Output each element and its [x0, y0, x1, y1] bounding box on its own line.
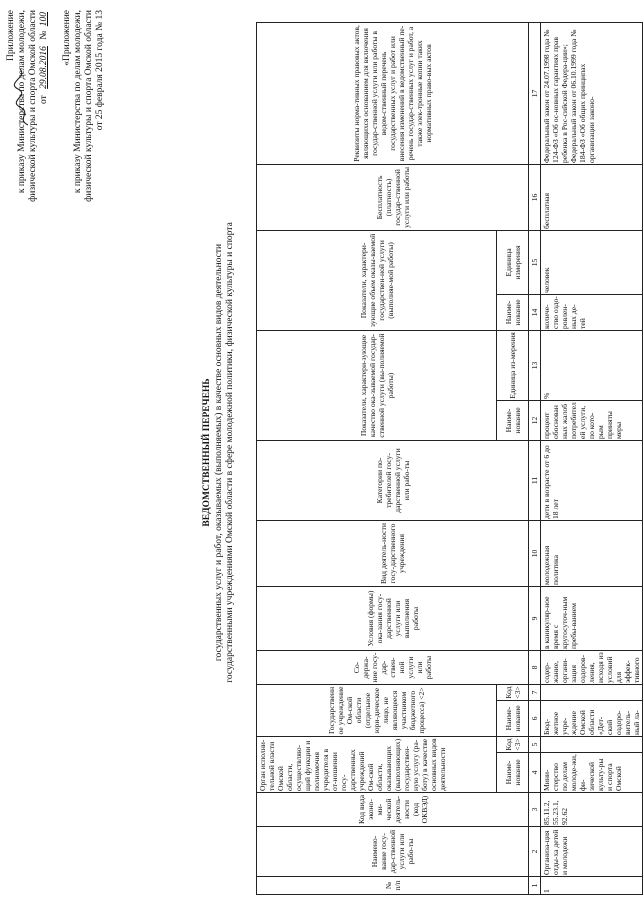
header2-label: «Приложение [62, 10, 72, 66]
col-number: 13 [529, 330, 541, 400]
header2-ministry-line: физической культуры и спорта Омской области [84, 10, 94, 202]
cell-quality-unit: % [541, 330, 643, 400]
cell-free: бесплатная [541, 164, 643, 230]
subheader-quality-name: Наиме-нование [497, 401, 529, 441]
col-header-number: № п/п [257, 877, 529, 895]
header-date-prefix: от [39, 95, 49, 104]
col-header-okved: Код вида эконо-ми-ческой деятель-ности (код ОКВЭД) [257, 793, 529, 827]
services-register-table [256, 22, 643, 895]
header-order-line: к приказу Министерства по делам молодежи, [17, 10, 27, 194]
header-primary [6, 10, 50, 345]
cell-inst-name: Бюд-жетное учре-ждение Омской области «Дет-ский оздоро-витель-ный ла- [541, 701, 643, 737]
cell-activity: молодежная политика [541, 521, 643, 587]
subheader-organ-code: Код <3> [497, 737, 529, 753]
cell-quality-name: процент обоснованных жалоб потребителей услуги, по кото-рым приняты меры [541, 401, 643, 441]
col-header-institution: Государственное учреждение Ом-ской области (отдельное юри-дическое лицо, не являющееся участником бюджетного процесса) <2> [257, 685, 497, 737]
document-title: ВЕДОМСТВЕННЫЙ ПЕРЕЧЕНЬ [202, 378, 212, 527]
col-number: 17 [529, 22, 541, 164]
col-number: 11 [529, 441, 541, 521]
col-header-category: Категории по-требителей госу-дарственной услуги или рабо-ты [257, 441, 529, 521]
col-header-conditions: Условия (формы) ока-зания госу-дарственной услуги или выполнения работы [257, 587, 529, 651]
cell-service-name: Организа-ция отды-ха детей и молодежи [541, 827, 643, 877]
cell-volume-unit: человек [541, 230, 643, 294]
subheader-volume-unit: Единица измерения [497, 230, 529, 294]
header-date-line [39, 10, 50, 345]
header-number-sign: № [39, 30, 49, 40]
header-ministry-line: физической культуры и спорта Омской области [28, 10, 38, 202]
cell-okved: 85.11.2, 55.23.1, 92.62 [541, 793, 643, 827]
header-label: Приложение [6, 10, 16, 61]
cell-content: содер-жание, органи-зация оздоров-ления, исходя из условий для эффек-тивного [542, 652, 641, 683]
header2-order-line: к приказу Министерства по делам молодежи, [73, 10, 83, 194]
col-number: 9 [529, 587, 541, 651]
header-number-value: 100 [39, 12, 49, 27]
cell-category: дети в возрасте от 6 до 18 лет [541, 441, 643, 521]
cell-number: 1 [541, 877, 643, 895]
subheader-inst-code: Код <3> [497, 685, 529, 701]
col-header-service-name: Наимено-вание госу-дар-ственной услуги или рабо-ты [257, 827, 529, 877]
document-subtitle-1: государственных услуг и работ, оказываемых (выполняемых) в качестве основных видов деятельности [214, 243, 224, 662]
table-column-numbers-row [529, 22, 541, 894]
col-number: 8 [529, 651, 541, 685]
col-number: 4 [529, 753, 541, 793]
table-header-row [257, 22, 497, 894]
col-header-executive-body: Орган исполни-тельной власти Омской области, осуществляю-щий функции и полномочия учредителя в от-ношении госу-дарственных учреждений Ом-ской области, оказывающих (выполняющих) государствен-ную услугу (ра-боту) в качестве основных видов деятельности [257, 737, 497, 793]
subheader-quality-unit: Единица из-мерения [497, 330, 529, 400]
col-number: 3 [529, 793, 541, 827]
col-number: 6 [529, 701, 541, 737]
header-date-value: 29.08.2016 [39, 46, 49, 89]
subheader-inst-name: Наиме-нование [497, 701, 529, 737]
col-number: 1 [529, 877, 541, 895]
col-header-activity: Вид деятель-ности госу-дарственного учреждения [257, 521, 529, 587]
col-number: 7 [529, 685, 541, 701]
table-row [541, 22, 643, 894]
col-header-legal-acts: Реквизиты норма-тивных правовых актов, являющихся основанием для включения государ-ственной услуги или работы в ведом-ственный перечень государственных услуг и работ или внесения изменений в ведомственный пе-речень государ-ственных услуг и работ, а также элек-тронные копии таких нормативных право-вых актов [257, 22, 529, 164]
col-header-quality: Показатели, характери-зующие качество ока-зываемой государ-ственной услуги (вы-полняемой работы) [257, 330, 497, 440]
cell-volume-name: количе-ство оздо-ровлен-ных де-тей [541, 294, 643, 330]
header2-date-line: от 25 февраля 2015 года № 13 [95, 10, 105, 131]
cell-organ-name: Мини-стерство по делам молоде-жи, фи-зической культу-ры и спорта Омской [541, 753, 643, 793]
subheader-organ-name: Наиме-нование [497, 753, 529, 793]
col-number: 12 [529, 401, 541, 441]
cell-legal-acts: Федеральный закон от 24.07.1998 года № 124-ФЗ «Об ос-новных гарантиях прав ребенка в Рос-сийской Федера-ции»; Федеральный закон от 06.10.1999 года № 184-ФЗ «Об общих принципах организации законо- [541, 22, 643, 164]
col-number: 15 [529, 230, 541, 294]
col-number: 2 [529, 827, 541, 877]
document-subtitle-2: государственными учреждениями Омской области в сфере молодежной политики, физической культуры и спорта [225, 222, 235, 683]
col-number: 5 [529, 737, 541, 753]
cell-organ-code [541, 737, 643, 753]
header-secondary [62, 10, 106, 345]
col-number: 16 [529, 164, 541, 230]
col-header-content: Со-держа-ние госу-дар-ствен-ной услуги или работы [257, 651, 529, 685]
subheader-volume-name: Наиме-нование [497, 294, 529, 330]
cell-inst-code [541, 685, 643, 701]
col-number: 10 [529, 521, 541, 587]
col-header-free: Бесплатность (платность) государ-ственной услуги или работы [257, 164, 529, 230]
col-header-volume: Показатели, характери-зующие объем оказы-ваемой государствен-ной услуги (выполняе-мой работы) [257, 230, 497, 330]
col-number: 14 [529, 294, 541, 330]
cell-conditions: в каникуляр-ное время с кругосуточ-ным пребы-ванием [541, 587, 643, 651]
